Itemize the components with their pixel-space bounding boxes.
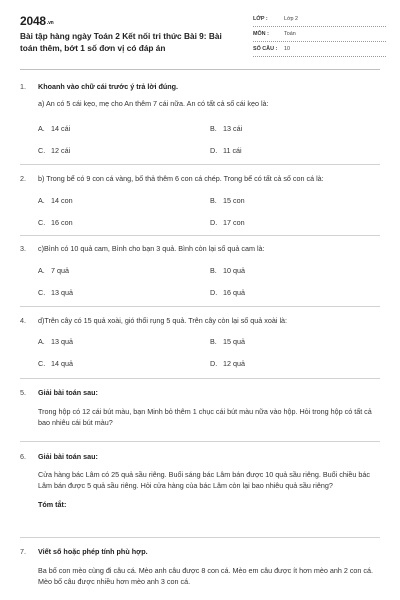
question-title: Viết số hoặc phép tính phù hợp.: [38, 547, 148, 556]
question-divider: [20, 537, 380, 538]
question-title: Giải bài toán sau:: [38, 388, 98, 397]
q2-option-a[interactable]: A. 14 con: [38, 196, 73, 205]
q1-option-c[interactable]: C. 12 cái: [38, 146, 71, 155]
q4-option-d[interactable]: D. 12 quả: [210, 359, 245, 368]
question-divider: [20, 306, 380, 307]
q2-option-b[interactable]: B. 15 con: [210, 196, 245, 205]
meta-label-count: SỐ CÂU :: [253, 46, 278, 52]
question-divider: [20, 164, 380, 165]
site-logo[interactable]: [20, 14, 54, 28]
meta-label-subject: MÔN :: [253, 31, 269, 37]
q1-option-a[interactable]: A. 14 cái: [38, 124, 71, 133]
worksheet-title: Bài tập hàng ngày Toán 2 Kết nối tri thức Bài 9: Bài toán thêm, bớt 1 số đơn vị có đáp án: [20, 31, 222, 53]
question-number: 6.: [20, 452, 26, 461]
question-divider: [20, 235, 380, 236]
question-title: Khoanh vào chữ cái trước ý trả lời đúng.: [38, 82, 179, 91]
meta-row-class: [253, 13, 386, 27]
q1-option-b[interactable]: B. 13 cái: [210, 124, 243, 133]
header-divider: [20, 69, 380, 70]
question-number: 7.: [20, 547, 26, 556]
question-text: a) An có 5 cái kẹo, mẹ cho An thêm 7 cái nữa. An có tất cả số cái kẹo là:: [38, 99, 269, 108]
logo-text: 2048: [20, 14, 46, 28]
question-number: 1.: [20, 82, 26, 91]
q3-option-b[interactable]: B. 10 quả: [210, 266, 245, 275]
q4-option-b[interactable]: B. 15 quả: [210, 337, 245, 346]
q3-option-d[interactable]: D. 16 quả: [210, 288, 245, 297]
q3-option-c[interactable]: C. 13 quả: [38, 288, 73, 297]
worksheet-header: [0, 0, 400, 70]
question-text: Ba bố con mèo cùng đi câu cá. Mèo anh câu được 8 con cá. Mèo em câu được ít hơn mèo anh 2 con cá. Mèo bố câu được nhiều hơn mèo anh 3 con cá.: [38, 566, 374, 586]
q2-option-c[interactable]: C. 16 con: [38, 218, 73, 227]
question-number: 4.: [20, 316, 26, 325]
meta-row-count: [253, 43, 386, 57]
question-text: Trong hộp có 12 cái bút màu, bạn Minh bỏ thêm 1 chục cái bút màu nữa vào hộp. Hỏi trong hộp có tất cả bao nhiêu cái bút màu?: [38, 407, 372, 427]
question-title: Giải bài toán sau:: [38, 452, 98, 461]
q4-option-c[interactable]: C. 14 quả: [38, 359, 73, 368]
meta-value-subject: Toán: [284, 31, 296, 37]
summary-label: Tóm tắt:: [38, 500, 67, 509]
meta-value-count: 10: [284, 46, 290, 52]
q2-option-d[interactable]: D. 17 con: [210, 218, 245, 227]
question-number: 3.: [20, 244, 26, 253]
question-number: 5.: [20, 388, 26, 397]
question-number: 2.: [20, 174, 26, 183]
question-text: b) Trong bể có 9 con cá vàng, bố thả thêm 6 con cá chép. Trong bể có tất cả số con cá là:: [38, 174, 324, 183]
q3-option-a[interactable]: A. 7 quả: [38, 266, 69, 275]
logo-suffix: .vn: [46, 20, 54, 26]
q4-option-a[interactable]: A. 13 quả: [38, 337, 73, 346]
meta-label-class: LỚP :: [253, 16, 268, 22]
question-text: c)Bình có 10 quả cam, Bình cho bạn 3 quả. Bình còn lại số quả cam là:: [38, 244, 265, 253]
question-divider: [20, 378, 380, 379]
question-text: Cửa hàng bác Lâm có 25 quả sầu riêng. Buổi sáng bác Lâm bán được 10 quả sầu riêng. Buổi chiều bác Lâm bán được 5 quả sầu riêng. Hỏi cửa hàng của bác Lâm còn lại bao nhiêu quả sầu riêng?: [38, 470, 371, 490]
meta-row-subject: [253, 28, 386, 42]
q1-option-d[interactable]: D. 11 cái: [210, 146, 242, 155]
question-divider: [20, 441, 380, 442]
meta-value-class: Lớp 2: [284, 16, 299, 22]
question-text: d)Trên cây có 15 quả xoài, gió thổi rụng 5 quả. Trên cây còn lại số quả xoài là:: [38, 316, 288, 325]
